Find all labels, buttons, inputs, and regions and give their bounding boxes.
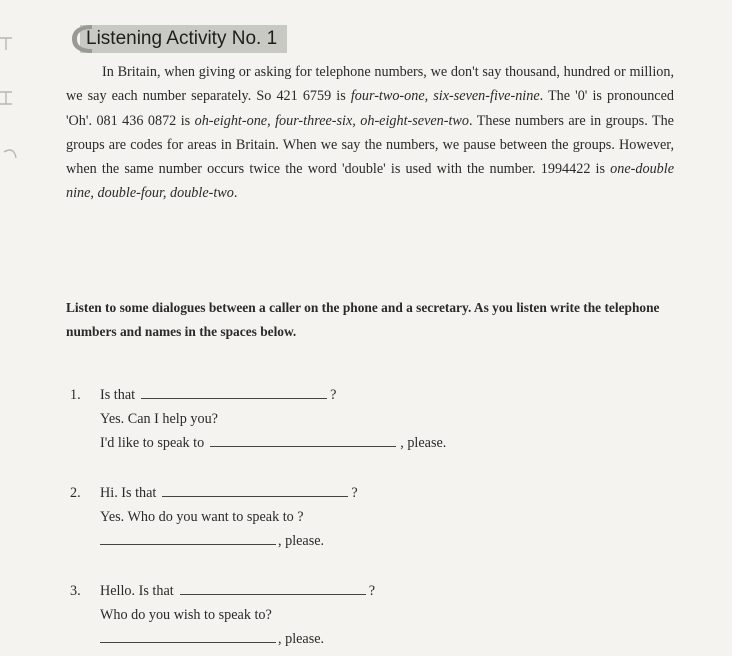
dialogue-3-line-2: Who do you wish to speak to?: [100, 607, 272, 623]
intro-text-1: In Britain, when giving or asking for telephone numbers, we don't say thousand, hundred or million, we say each number separately. So 421 6759 is: [66, 64, 674, 105]
header-bracket-icon: [66, 23, 94, 55]
dialogue-1-line-2: Yes. Can I help you?: [100, 411, 218, 427]
dialogue-1-please: , please.: [400, 435, 447, 451]
dialogue-1: [70, 383, 446, 455]
dialogue-3-question-mark: ?: [368, 583, 375, 599]
intro-text: [66, 60, 674, 206]
instruction-text: Listen to some dialogues between a caller on the phone and a secretary. As you listen write the telephone numbers and names in the spaces below.: [66, 300, 660, 339]
dialogue-2-please: , please.: [278, 533, 325, 549]
dialogue-3-line-1: Hello. Is that: [100, 583, 174, 599]
dialogue-2-line-2: Yes. Who do you want to speak to ?: [100, 509, 304, 525]
example-four-two-one: four-two-one, six-seven-five-nine: [350, 88, 540, 105]
dialogue-1-number: 1.: [70, 387, 81, 403]
dialogue-1-phone-blank[interactable]: [141, 384, 327, 399]
intro-text-3: . These numbers are in groups. The groups are codes for areas in Britain. When we say the numbers, we pause between the groups. However, when the same number occurs twice the word 'double' is used with the number. 1994422 is: [66, 112, 674, 178]
dialogue-1-name-blank[interactable]: [210, 432, 396, 447]
activity-title: Listening Activity No. 1: [80, 25, 287, 53]
binding-edge-marks: [0, 0, 24, 200]
dialogue-2-question-mark: ?: [351, 485, 358, 501]
activity-header: [66, 22, 287, 56]
intro-text-4: .: [233, 185, 238, 202]
dialogue-2-number: 2.: [70, 485, 81, 501]
dialogue-3-phone-blank[interactable]: [180, 580, 366, 595]
example-one-double-nine: one-double nine, double-four, double-two: [66, 161, 674, 202]
dialogue-1-line-1: Is that: [100, 387, 136, 403]
dialogue-1-question-mark: ?: [330, 387, 337, 403]
intro-text-2: . The '0' is pronounced 'Oh'. 081 436 0872 is: [66, 88, 674, 129]
dialogue-1-line-3: I'd like to speak to: [100, 435, 205, 451]
dialogue-2-name-blank[interactable]: [100, 530, 276, 545]
dialogue-3-number: 3.: [70, 583, 81, 599]
dialogue-3-please: , please.: [278, 631, 325, 647]
dialogue-3: [70, 579, 375, 651]
intro-paragraph: [66, 60, 674, 206]
example-oh-eight-one: oh-eight-one, four-three-six, oh-eight-seven-two: [194, 112, 469, 129]
dialogue-2-phone-blank[interactable]: [162, 482, 348, 497]
dialogue-3-name-blank[interactable]: [100, 628, 276, 643]
dialogue-2: [70, 481, 358, 553]
dialogue-2-line-1: Hi. Is that: [100, 485, 157, 501]
